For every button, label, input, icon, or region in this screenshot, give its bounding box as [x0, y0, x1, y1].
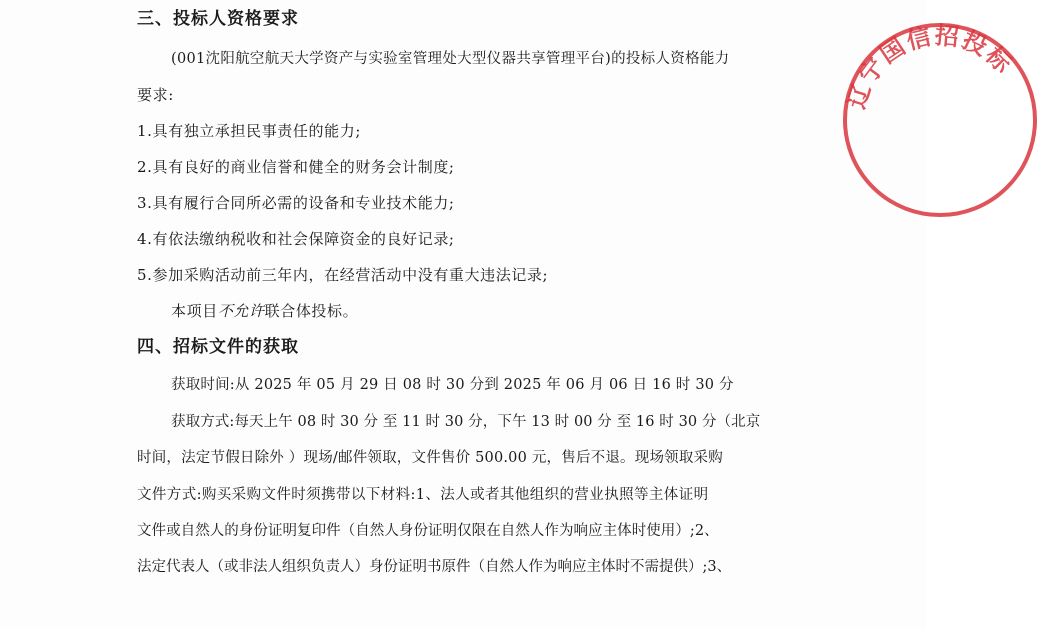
consortium-statement	[171, 301, 358, 321]
acquisition-method-line-1: 获取方式:每天上午 08 时 30 分 至 11 时 30 分，下午 13 时 00 分 至 16 时 30 分（北京	[171, 414, 761, 430]
acquisition-method-line-3: 文件方式:购买采购文件时须携带以下材料:1、法人或者其他组织的营业执照等主体证明	[137, 487, 709, 503]
requirement-item-4: 4.有依法缴纳税收和社会保障资金的良好记录;	[137, 230, 455, 248]
acquisition-method-line-4: 文件或自然人的身份证明复印件（自然人身份证明仅限在自然人作为响应主体时使用）;2、	[137, 523, 719, 539]
section-3-intro-line-1: (001沈阳航空航天大学资产与实验室管理处大型仪器共享管理平台)的投标人资格能力	[171, 51, 730, 67]
consortium-suffix: 联合体投标。	[264, 302, 359, 320]
requirement-item-5: 5.参加采购活动前三年内，在经营活动中没有重大违法记录;	[137, 266, 549, 284]
requirement-item-3: 3.具有履行合同所必需的设备和专业技术能力;	[137, 194, 455, 212]
section-4-heading: 四、招标文件的获取	[137, 337, 299, 357]
requirement-item-2: 2.具有良好的商业信誉和健全的财务会计制度;	[137, 158, 455, 176]
requirement-item-1: 1.具有独立承担民事责任的能力;	[137, 122, 361, 140]
section-3-intro-line-2: 要求:	[137, 86, 174, 104]
acquisition-time: 获取时间:从 2025 年 05 月 29 日 08 时 30 分到 2025 年 06 月 06 日 16 时 30 分	[171, 377, 734, 393]
acquisition-method-line-2: 时间，法定节假日除外 ）现场/邮件领取，文件售价 500.00 元，售后不退。现场领取采购	[137, 450, 723, 466]
consortium-prefix: 本项目	[171, 302, 218, 320]
svg-text:辽宁国信招投标: 辽宁国信招投标	[842, 21, 1019, 113]
official-seal-stamp	[840, 20, 1040, 220]
acquisition-method-line-5: 法定代表人（或非法人组织负责人）身份证明书原件（自然人作为响应主体时不需提供）;3、	[137, 559, 732, 575]
consortium-status: 不允许	[217, 302, 265, 320]
section-3-heading: 三、投标人资格要求	[137, 9, 299, 29]
